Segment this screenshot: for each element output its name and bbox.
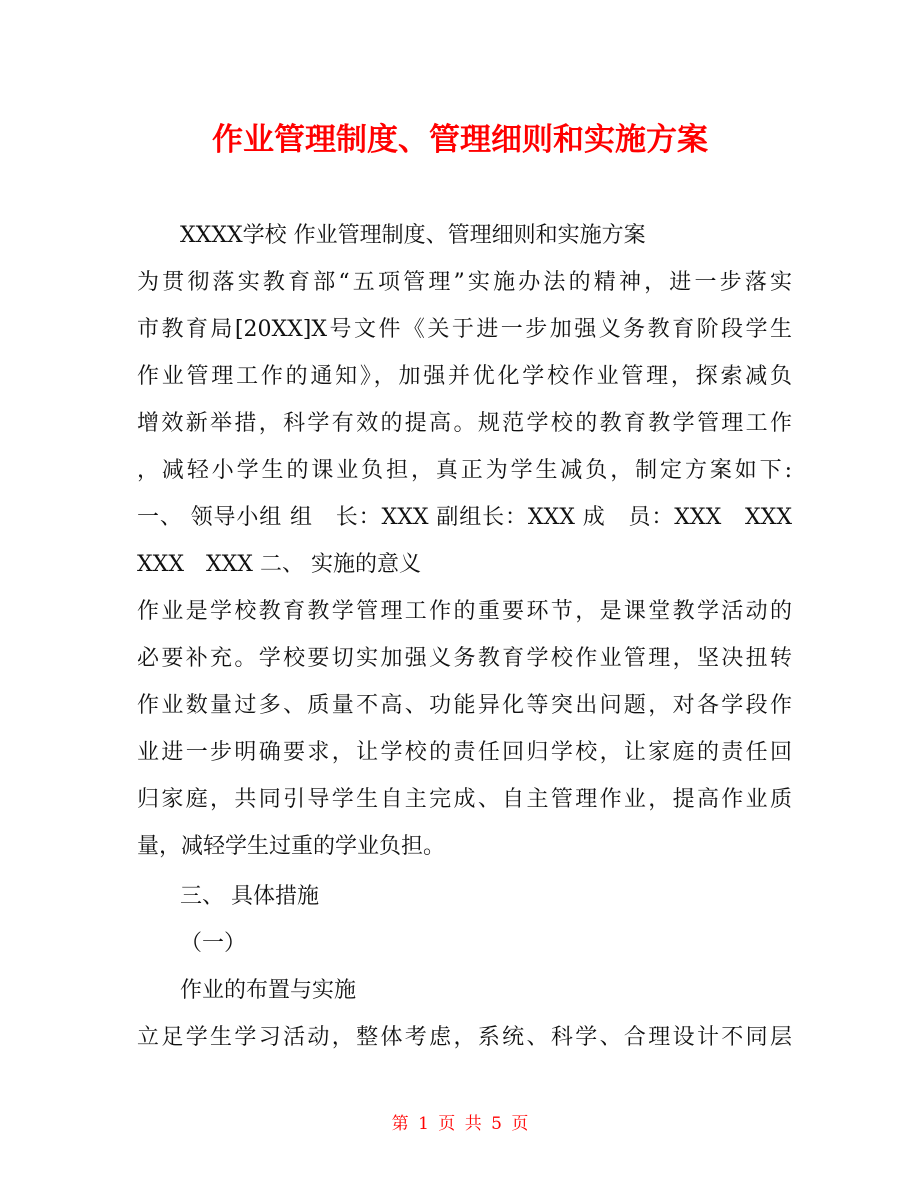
body-line: 作业管理工作的通知》，加强并优化学校作业管理，探索减负 [137,364,792,389]
body-line-section-two: XXX XXX 二、 实施的意义 [137,552,421,577]
body-line: ，减轻小学生的课业负担，真正为学生减负，制定方案如下: [137,458,792,483]
document-body [137,212,792,1061]
body-line-leadership: 一、 领导小组 组 长：XXX 副组长：XXX 成 员：XXX XXX [137,505,792,530]
body-line: 市教育局[20XX]X号文件《关于进一步加强义务教育阶段学生 [137,317,792,342]
body-line: 归家庭，共同引导学生自主完成、自主管理作业，提高作业质 [137,787,792,812]
body-line: 作业是学校教育教学管理工作的重要环节，是课堂教学活动的 [137,599,792,624]
body-line: 必要补充。学校要切实加强义务教育学校作业管理，坚决扭转 [137,646,792,671]
page-number-footer: 第 1 页 共 5 页 [391,1114,529,1134]
body-line-subtitle: XXXX学校 作业管理制度、管理细则和实施方案 [180,223,646,248]
subsection-number: （一） [180,931,247,956]
body-line: 立足学生学习活动，整体考虑，系统、科学、合理设计不同层 [137,1025,792,1050]
document-title: 作业管理制度、管理细则和实施方案 [212,122,708,158]
body-line: 量，减轻学生过重的学业负担。 [137,834,446,859]
body-line: 为贯彻落实教育部“五项管理”实施办法的精神，进一步落实 [137,270,792,295]
body-line: 作业数量过多、质量不高、功能异化等突出问题，对各学段作 [137,693,792,718]
body-line: 增效新举措，科学有效的提高。规范学校的教育教学管理工作 [137,411,792,436]
body-line: 业进一步明确要求，让学校的责任回归学校，让家庭的责任回 [137,740,792,765]
section-heading-three: 三、 具体措施 [180,884,319,909]
subsection-heading: 作业的布置与实施 [180,978,357,1003]
